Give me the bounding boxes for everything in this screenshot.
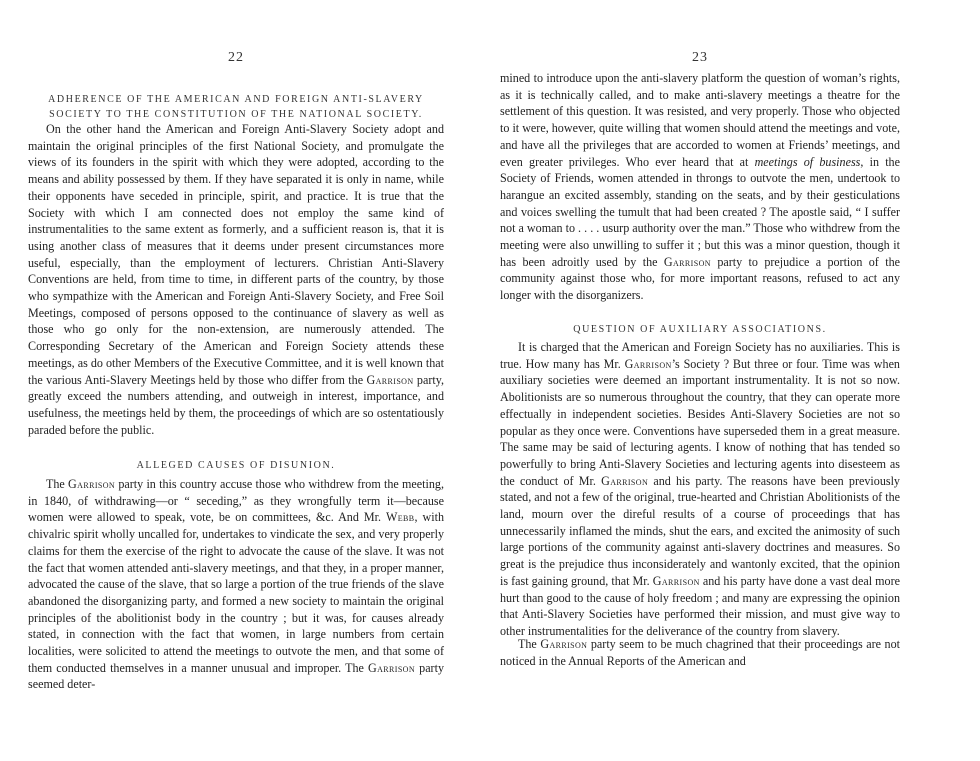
paragraph-chagrined: [500, 636, 900, 669]
text-run: The: [46, 477, 69, 491]
garrison-name: Garrison: [68, 477, 116, 491]
text-run: and his party have done a vast deal more hurt than good to the cause of holy freedom ; and many are expressing the opinion that Anti-Slavery Societies have performed their mission, and must give way to other instrumentalities for the deliverance of the country from slavery.: [500, 573, 900, 638]
text-run: , with chivalric spirit wholly uncalled for, undertakes to vindicate the sex, and very properly claims for them the exercise of the right to advocate the cause of the slave. It was not the fact that women attended anti-slavery meetings, and that they, in a proper manner, advocated the cause of the slave, that so large a portion of the true friends of the slave abandoned the disorganizing party, and formed a new society to maintain the original principles of the abolitionist body in the country ; but it was, for causes already stated, in connection with the fact that women, in large numbers from certain localities, were solicited to attend the meetings to outvote the men, and that some of them conducted themselves in a manner unusual and improper. The: [28, 510, 444, 675]
text-run: party to prejudice a portion of the community against those who, for more important reasons, refused to act any longer with the disorganizers.: [500, 254, 900, 303]
paragraph-continued: [500, 70, 900, 304]
paragraph-adherence: [28, 121, 444, 438]
paragraph-auxiliary: [500, 339, 900, 640]
garrison-name: Garrison: [652, 573, 700, 588]
text-run: party, greatly exceed the numbers attending, and outweigh in interest, importance, and usefulness, the meetings held by them, the proceedings of which are so ostentatiously paraded before the public.: [28, 372, 444, 437]
text-run: mined to introduce upon the anti-slavery platform the question of woman’s rights, as it is technically called, and to make anti-slavery meetings a theatre for the settlement of this question. It was resisted, and very properly. Those who objected to it were, however, quite willing that women should attend the meetings and vote, and have all the privileges that are accorded to women at Friends’ meetings, and even greater privileges. Who ever heard that at: [500, 71, 900, 169]
garrison-name: Garrison: [663, 254, 711, 269]
text-run: On the other hand the American and Foreign Anti-Slavery Society adopt and maintain the original principles of the first National Society, and promulgate the views of its founders in the spirit with which they were adopted, according to the means and ability possessed by them. If they have separated it is only in name, while their opponents have seceded in principle, spirit, and practice. It is true that the Society with which I am connected does not employ the same kind of instrumentalities to the same extent as formerly, and a sufficient reason is, that it is using another class of measures that it deems under present circumstances more useful, especially, than the employment of lecturers. Christian Anti-Slavery Conventions are held, from time to time, in different parts of the country, by those who sympathize with the American and Foreign Anti-Slavery Society, and Free Soil Meetings, composed of persons opposed to the continuance of slavery as well as those who go only for the non-extension, are numerously attended. The Corresponding Secretary of the American and Foreign Society attends these meetings, as do other Members of the Executive Committee, and it is well known that the various Anti-Slavery Meetings held by those who differ from the: [28, 122, 444, 387]
garrison-name: Garrison: [366, 372, 414, 387]
garrison-name: Garrison: [601, 473, 649, 488]
garrison-name: Garrison: [540, 637, 588, 651]
text-run: party seem to be much chagrined that their proceedings are not noticed in the Annual Reports of the American and: [500, 637, 900, 668]
paragraph-alleged-causes: [28, 476, 444, 693]
text-run: and his party. The reasons have been previously stated, and not a few of the original, true-hearted and Christian Abolitionists of the land, mourn over the direful results of a course of proceedings that has unnecessarily inflamed the minds, shut the ears, and excited the animosity of such large portions of the community against anti-slavery doctrines and measures. So great is the prejudice thus inconsiderately and wantonly excited, that the opinion is fast gaining ground, that Mr.: [500, 473, 900, 588]
page-number: 23: [692, 50, 708, 65]
garrison-name: Garrison: [367, 660, 416, 675]
page-number: 22: [228, 50, 244, 65]
section-heading-alleged-causes: ALLEGED CAUSES OF DISUNION.: [136, 460, 336, 471]
text-run: party seemed deter-: [28, 660, 444, 692]
section-heading-adherence: ADHERENCE OF THE AMERICAN AND FOREIGN ANTI-SLAVERY SOCIETY TO THE CONSTITUTION OF THE NATIONAL SOCIETY.: [48, 94, 424, 120]
text-run: It is charged that the American and Foreign Society has no auxiliaries. This is true. How many has Mr.: [500, 340, 900, 371]
italic-phrase: meetings of business: [754, 154, 861, 169]
garrison-name: Garrison: [624, 356, 672, 371]
text-run: , in the Society of Friends, women attended in throngs to outvote the men, undertook to harangue an excited assembly, standing on the seats, and by their gesticulations and voices swelling the tumult that had been created ? The apostle said, “ I suffer not a woman to . . . . usurp authority over the man.” Those who withdrew from the meeting were also unwilling to suffer it ; but this was a minor question, though it has been adroitly used by the: [500, 154, 900, 269]
text-run: The: [518, 637, 541, 651]
section-heading-auxiliary: QUESTION OF AUXILIARY ASSOCIATIONS.: [573, 324, 827, 335]
webb-name: Webb: [385, 510, 415, 525]
text-run: ’s Society ? But three or four. Time was when auxiliary societies were deemed an important instrumentality. It is not so now. Abolitionists are so numerous throughout the country, that they can operate more effectually in independent societies. Besides Anti-Slavery Societies are not so popular as they once were. Conventions have superseded them in a great measure. The same may be said of lecturing agents. I know of nothing that has tended so powerfully to bring Anti-Slavery Societies and lecturing agents into disesteem as the conduct of Mr.: [500, 356, 900, 488]
text-run: party in this country accuse those who withdrew from the meeting, in 1840, of withdrawing—or “ seceding,” as they wrongfully term it—because women were allowed to speak, vote, be on committees, &c. And Mr.: [28, 477, 444, 525]
